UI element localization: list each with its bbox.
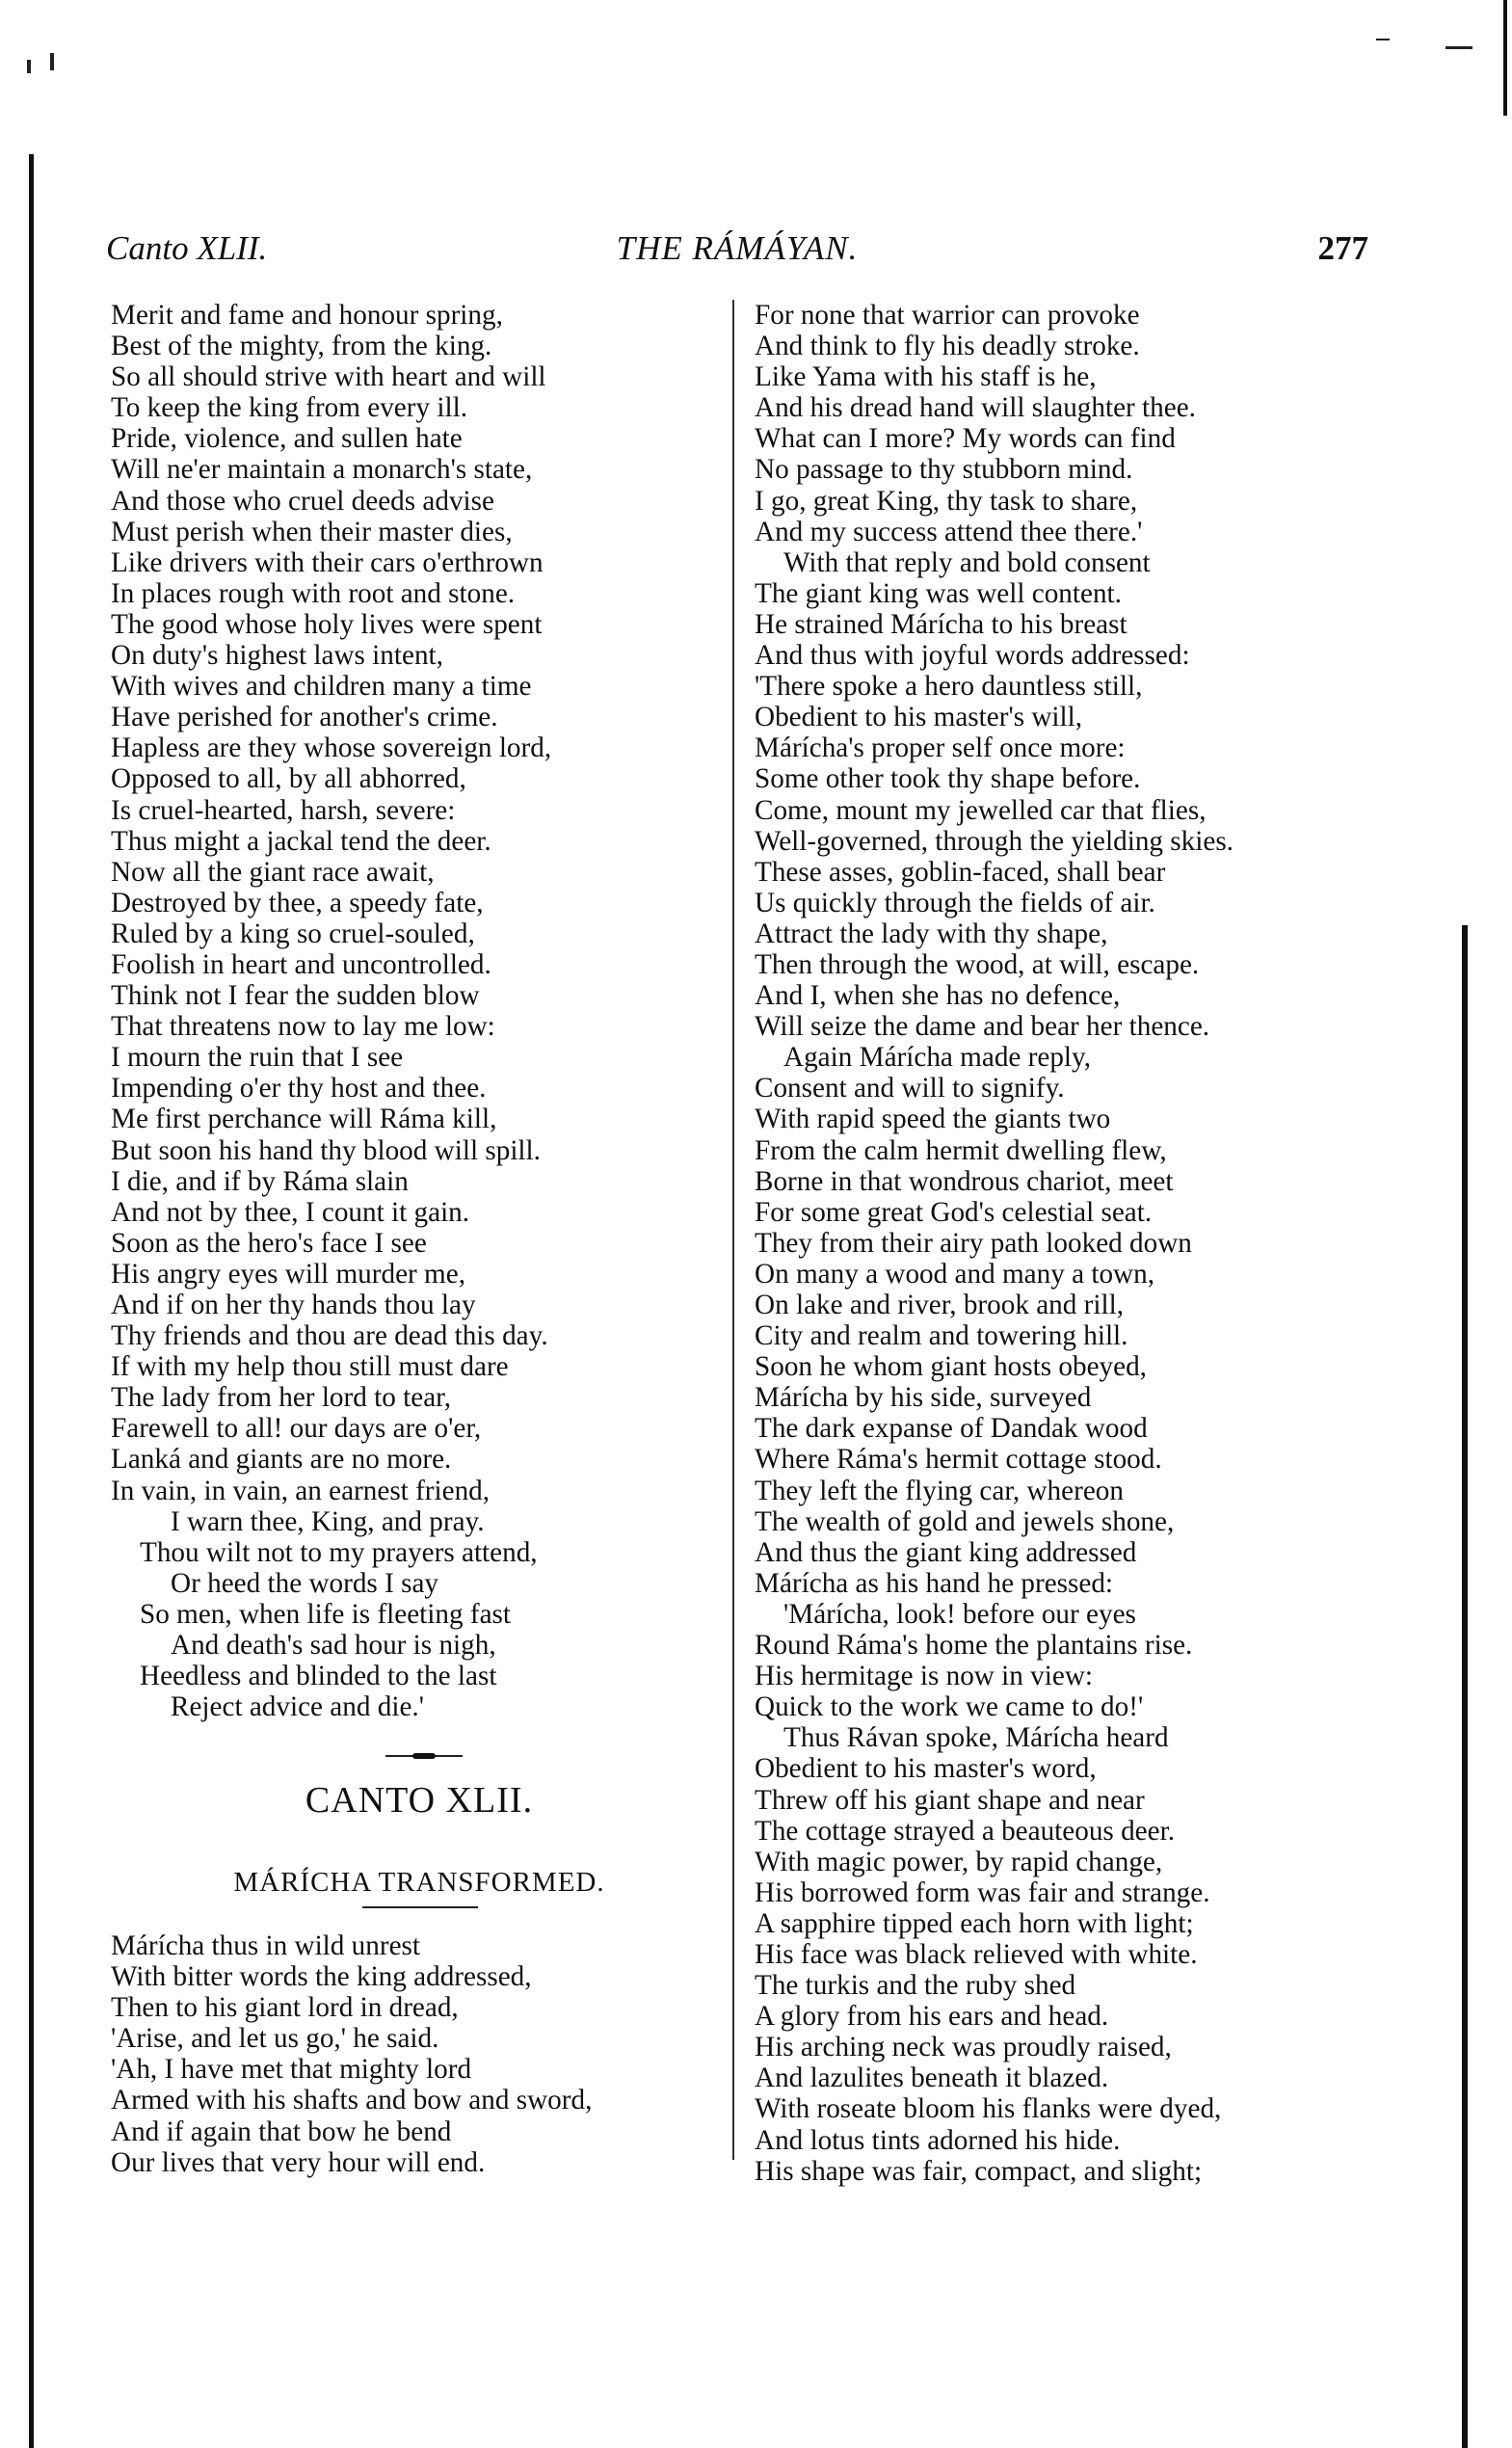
verse-line: In vain, in vain, an earnest friend, xyxy=(111,1475,491,1506)
verse-line: With roseate bloom his flanks were dyed, xyxy=(755,2093,1222,2125)
canto-heading: CANTO XLII. xyxy=(305,1780,534,1821)
verse-line: I die, and if by Ráma slain xyxy=(111,1165,409,1197)
verse-line: Have perished for another's crime. xyxy=(111,702,498,733)
verse-line: Opposed to all, by all abhorred, xyxy=(111,763,466,795)
verse-line: Márícha by his side, surveyed xyxy=(755,1382,1092,1414)
verse-line: Then through the wood, at will, escape. xyxy=(755,948,1200,980)
verse-line: Reject advice and die.' xyxy=(171,1691,424,1723)
verse-line: Consent and will to signify. xyxy=(755,1073,1065,1104)
verse-line: On duty's highest laws intent, xyxy=(111,640,443,672)
verse-line: The wealth of gold and jewels shone, xyxy=(755,1505,1175,1537)
verse-line: With bitter words the king addressed, xyxy=(111,1961,532,1993)
verse-line: Some other took thy shape before. xyxy=(755,763,1141,795)
verse-line: Soon he whom giant hosts obeyed, xyxy=(755,1351,1147,1383)
verse-line: The turkis and the ruby shed xyxy=(755,1970,1076,2002)
verse-line: If with my help thou still must dare xyxy=(111,1351,509,1383)
verse-line: With that reply and bold consent xyxy=(783,546,1151,578)
verse-line: Attract the lady with thy shape, xyxy=(755,918,1108,949)
verse-line: He strained Márícha to his breast xyxy=(755,608,1127,640)
verse-line: Now all the giant race await, xyxy=(111,856,435,888)
page-number: 277 xyxy=(1317,229,1368,267)
verse-line: Destroyed by thee, a speedy fate, xyxy=(111,887,484,918)
verse-line: Impending o'er thy host and thee. xyxy=(111,1073,487,1104)
verse-line: Thou wilt not to my prayers attend, xyxy=(140,1536,538,1568)
verse-line: Quick to the work we came to do!' xyxy=(755,1691,1144,1723)
verse-line: Farewell to all! our days are o'er, xyxy=(111,1413,482,1445)
verse-line: Threw off his giant shape and near xyxy=(755,1784,1145,1816)
verse-line: Must perish when their master dies, xyxy=(111,516,513,547)
verse-line: And his dread hand will slaughter thee. xyxy=(755,392,1196,424)
verse-line: His shape was fair, compact, and slight; xyxy=(755,2155,1203,2187)
verse-line: Our lives that very hour will end. xyxy=(111,2146,486,2178)
verse-line: And my success attend thee there.' xyxy=(755,516,1143,547)
verse-line: Hapless are they whose sovereign lord, xyxy=(111,732,552,764)
verse-line: His hermitage is now in view: xyxy=(755,1661,1094,1692)
verse-line: Again Márícha made reply, xyxy=(783,1042,1092,1074)
verse-line: Or heed the words I say xyxy=(171,1567,439,1599)
scan-speck xyxy=(1376,39,1390,40)
verse-line: With wives and children many a time xyxy=(111,671,532,703)
verse-line: And if on her thy hands thou lay xyxy=(111,1290,476,1320)
verse-line: Foolish in heart and uncontrolled. xyxy=(111,948,491,980)
verse-line: Like drivers with their cars o'erthrown xyxy=(111,546,544,578)
verse-line: Me first perchance will Ráma kill, xyxy=(111,1104,497,1135)
verse-line: What can I more? My words can find xyxy=(755,423,1176,455)
scan-speck xyxy=(50,53,54,70)
verse-line: They from their airy path looked down xyxy=(755,1227,1192,1259)
verse-line: And death's sad hour is nigh, xyxy=(171,1630,496,1662)
verse-line: Márícha thus in wild unrest xyxy=(111,1930,421,1961)
verse-line: Will ne'er maintain a monarch's state, xyxy=(111,454,533,486)
verse-line: For none that warrior can provoke xyxy=(755,300,1140,331)
left-margin-shadow xyxy=(29,154,34,2448)
verse-line: Soon as the hero's face I see xyxy=(111,1227,427,1259)
verse-line: Us quickly through the fields of air. xyxy=(755,887,1155,918)
verse-line: They left the flying car, whereon xyxy=(755,1475,1124,1506)
running-head-title: THE RÁMÁYAN. xyxy=(616,229,859,267)
scan-speck xyxy=(27,60,31,73)
verse-line: His face was black relieved with white. xyxy=(755,1938,1198,1970)
verse-line: I warn thee, King, and pray. xyxy=(171,1505,485,1537)
verse-line: In places rough with root and stone. xyxy=(111,577,516,609)
canto-subtitle: MÁRÍCHA TRANSFORMED. xyxy=(233,1867,605,1898)
verse-line: And if again that bow he bend xyxy=(111,2115,452,2147)
verse-line: His borrowed form was fair and strange. xyxy=(755,1876,1210,1908)
verse-line: Obedient to his master's will, xyxy=(755,702,1083,733)
scan-speck xyxy=(1446,46,1472,49)
verse-line: And thus the giant king addressed xyxy=(755,1536,1137,1568)
verse-line: Best of the mighty, from the king. xyxy=(111,331,492,362)
verse-line: Ruled by a king so cruel-souled, xyxy=(111,918,475,949)
verse-line: I mourn the ruin that I see xyxy=(111,1042,404,1074)
verse-line: So all should strive with heart and will xyxy=(111,361,546,393)
verse-line: Come, mount my jewelled car that flies, xyxy=(755,794,1207,826)
column-divider xyxy=(732,300,734,2160)
page-header xyxy=(106,229,1368,278)
verse-line: The good whose holy lives were spent xyxy=(111,608,543,640)
verse-line: And thus with joyful words addressed: xyxy=(755,640,1190,672)
verse-line: That threatens now to lay me low: xyxy=(111,1011,495,1043)
verse-line: Round Ráma's home the plantains rise. xyxy=(755,1630,1193,1662)
verse-line: On lake and river, brook and rill, xyxy=(755,1290,1125,1320)
verse-line: For some great God's celestial seat. xyxy=(755,1196,1153,1228)
verse-line: Will seize the dame and bear her thence. xyxy=(755,1011,1210,1043)
verse-line: Heedless and blinded to the last xyxy=(140,1661,497,1692)
verse-line: Obedient to his master's word, xyxy=(755,1753,1097,1785)
verse-line: And I, when she has no defence, xyxy=(755,980,1121,1012)
verse-line: I go, great King, thy task to share, xyxy=(755,485,1138,517)
verse-line: 'Arise, and let us go,' he said. xyxy=(111,2023,439,2055)
verse-line: And lotus tints adorned his hide. xyxy=(755,2124,1121,2156)
verse-line: Lanká and giants are no more. xyxy=(111,1444,452,1476)
verse-line: Márícha's proper self once more: xyxy=(755,732,1126,764)
right-margin-shadow xyxy=(1462,925,1468,2448)
verse-line: Where Ráma's hermit cottage stood. xyxy=(755,1444,1162,1476)
verse-line: These asses, goblin-faced, shall bear xyxy=(755,856,1166,888)
heading-rule xyxy=(362,1906,478,1908)
verse-line: 'There spoke a hero dauntless still, xyxy=(755,671,1143,703)
left-column xyxy=(111,300,728,1722)
verse-line: Like Yama with his staff is he, xyxy=(755,361,1097,393)
verse-line: His angry eyes will murder me, xyxy=(111,1258,465,1290)
verse-line: Borne in that wondrous chariot, meet xyxy=(755,1165,1174,1197)
running-head-left: Canto XLII. xyxy=(106,229,268,267)
verse-line: Thus might a jackal tend the deer. xyxy=(111,825,491,857)
verse-line: No passage to thy stubborn mind. xyxy=(755,454,1133,486)
verse-line: And lazulites beneath it blazed. xyxy=(755,2062,1109,2094)
verse-line: With rapid speed the giants two xyxy=(755,1104,1111,1135)
verse-line: From the calm hermit dwelling flew, xyxy=(755,1134,1167,1166)
verse-line: His arching neck was proudly raised, xyxy=(755,2032,1172,2063)
verse-line: To keep the king from every ill. xyxy=(111,392,467,424)
verse-line: And those who cruel deeds advise xyxy=(111,485,494,517)
verse-line: Thy friends and thou are dead this day. xyxy=(111,1320,548,1352)
verse-line: Well-governed, through the yielding skies. xyxy=(755,825,1233,857)
verse-line: The dark expanse of Dandak wood xyxy=(755,1413,1148,1445)
verse-line: The cottage strayed a beauteous deer. xyxy=(755,1815,1175,1847)
verse-line: Then to his giant lord in dread, xyxy=(111,1992,459,2024)
verse-line: 'Ah, I have met that mighty lord xyxy=(111,2054,472,2086)
left-column-continued xyxy=(111,1930,728,2178)
verse-line: Pride, violence, and sullen hate xyxy=(111,423,463,455)
verse-line: Is cruel-hearted, harsh, severe: xyxy=(111,794,456,826)
verse-line: City and realm and towering hill. xyxy=(755,1320,1128,1352)
verse-line: And think to fly his deadly stroke. xyxy=(755,331,1140,362)
verse-line: Merit and fame and honour spring, xyxy=(111,300,503,331)
section-ornament xyxy=(385,1753,463,1759)
verse-line: Márícha as his hand he pressed: xyxy=(755,1567,1114,1599)
verse-line: The lady from her lord to tear, xyxy=(111,1382,452,1414)
verse-line: Armed with his shafts and bow and sword, xyxy=(111,2085,593,2116)
verse-line: A glory from his ears and head. xyxy=(755,2001,1109,2033)
verse-line: So men, when life is fleeting fast xyxy=(140,1598,512,1630)
right-column xyxy=(755,300,1371,2187)
verse-line: But soon his hand thy blood will spill. xyxy=(111,1134,541,1166)
right-margin-edge xyxy=(1503,0,1507,116)
verse-line: The giant king was well content. xyxy=(755,577,1122,609)
verse-line: 'Márícha, look! before our eyes xyxy=(783,1598,1136,1630)
verse-line: And not by thee, I count it gain. xyxy=(111,1196,470,1228)
verse-line: On many a wood and many a town, xyxy=(755,1258,1155,1290)
verse-line: Think not I fear the sudden blow xyxy=(111,980,480,1012)
verse-line: A sapphire tipped each horn with light; xyxy=(755,1907,1194,1939)
verse-line: With magic power, by rapid change, xyxy=(755,1846,1163,1877)
verse-line: Thus Rávan spoke, Márícha heard xyxy=(783,1722,1169,1754)
